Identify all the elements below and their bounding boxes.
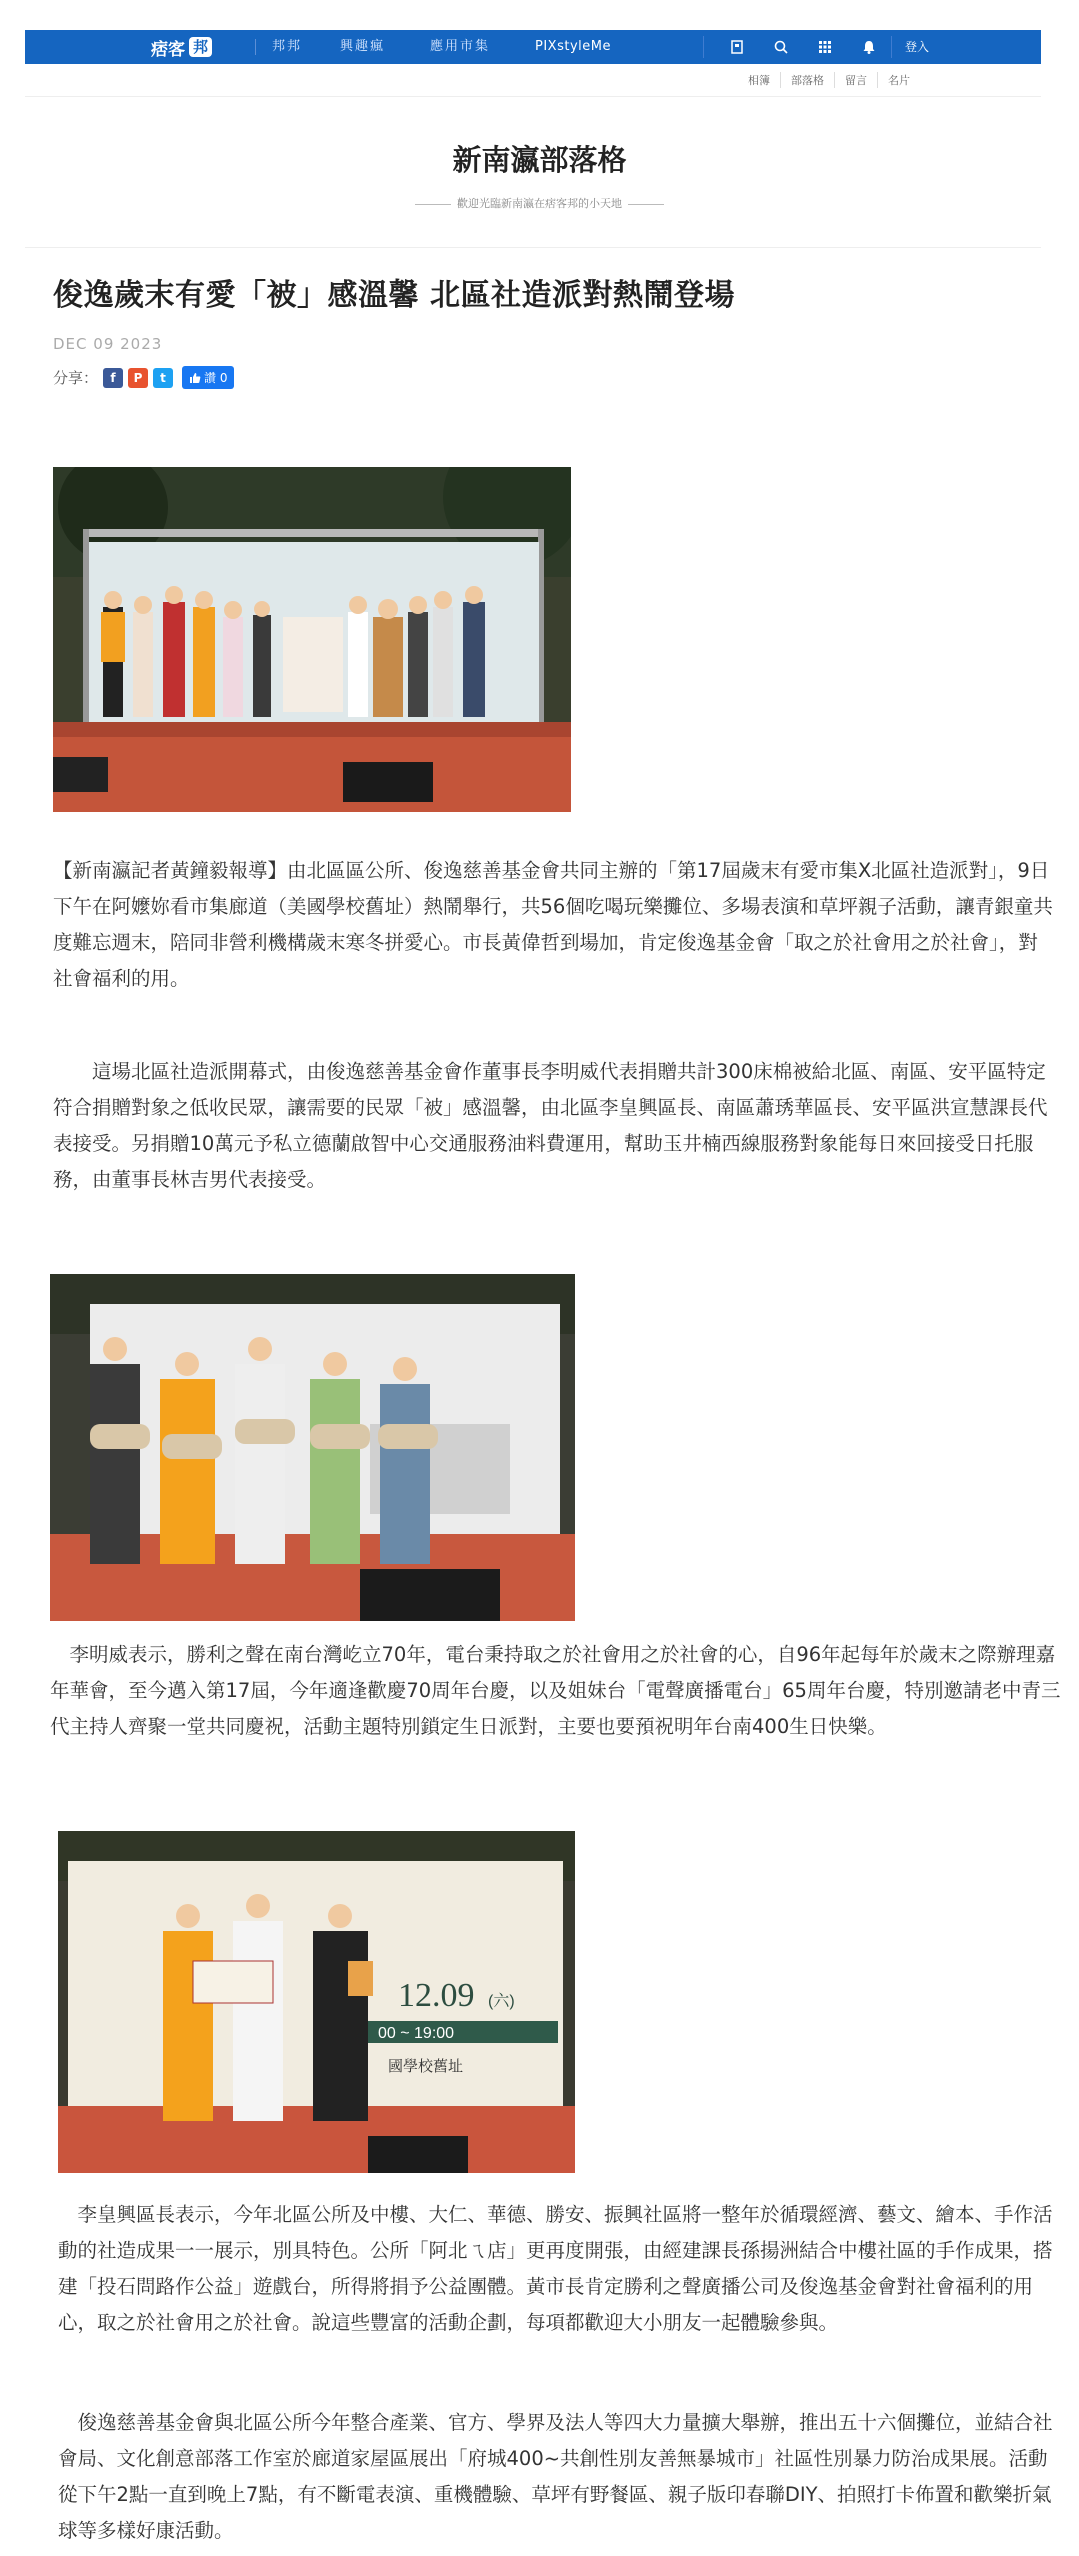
- blog-sub-links: [738, 72, 920, 88]
- divider: [25, 96, 1041, 97]
- top-nav-bar: [25, 30, 1041, 64]
- nav-link-pixstyleme[interactable]: PIXstyleMe: [535, 39, 611, 54]
- article-paragraph: 【新南瀛記者黃鐘毅報導】由北區區公所、俊逸慈善基金會共同主辦的「第17屆歲末有愛市集X北區社造派對」，9日下午在阿嬤妳看市集廊道（美國學校舊址）熱鬧舉行，共56個吃喝玩樂攤位、多場表演和草坪親子活動，讓青銀童共度難忘週末，陪同非營利機構歲末寒冬拼愛心。市長黃偉哲到場加，肯定俊逸基金會「取之於社會用之於社會」，對社會福利的用。: [53, 859, 1053, 990]
- search-icon[interactable]: [759, 30, 803, 64]
- nav-separator: [891, 36, 892, 58]
- nav-link-app-market[interactable]: 應用市集: [430, 39, 491, 54]
- event-photo-stage-group: [53, 467, 571, 812]
- facebook-share-icon[interactable]: f: [103, 368, 123, 388]
- banner-time-text: 00 ~ 19:00: [378, 2025, 455, 2042]
- event-photo-check-presentation: [58, 1831, 575, 2173]
- banner-date-text: 12.09: [398, 1977, 475, 2014]
- banner-venue-text: 國學校舊址: [388, 2058, 464, 2075]
- nav-separator: [703, 36, 704, 58]
- article-paragraph: 俊逸慈善基金會與北區公所今年整合產業、官方、學界及法人等四大力量擴大舉辦，推出五十六個攤位，並結合社會局、文化創意部落工作室於廊道家屋區展出「府城400~共創性別友善無暴城市」社區性別暴力防治成果展。活動從下午2點一直到晚上7點，有不斷電表演、重機體驗、草坪有野餐區、親子版印春聯DIY、拍照打卡佈置和歡樂折氣球等多樣好康活動。: [58, 2411, 1053, 2542]
- link-blog[interactable]: 部落格: [780, 72, 834, 88]
- nav-link-bangbang[interactable]: 邦邦: [272, 39, 303, 54]
- link-profile-card[interactable]: 名片: [877, 72, 920, 88]
- article-paragraph: 李皇興區長表示，今年北區公所及中樓、大仁、華德、勝安、振興社區將一整年於循環經濟、藝文、繪本、手作活動的社造成果一一展示，別具特色。公所「阿北ㄟ店」更再度開張，由經建課長孫揚洲結合中樓社區的手作成果，搭建「投石問路作公益」遊戲台，所得將捐予公益團體。黃市長肯定勝利之聲廣播公司及俊逸基金會對社會福利的用心，取之於社會用之於社會。說這些豐富的活動企劃，每項都歡迎大小朋友一起體驗參與。: [58, 2203, 1053, 2334]
- login-button[interactable]: 登入: [905, 40, 930, 54]
- nav-divider: [255, 39, 256, 55]
- divider: [25, 247, 1041, 248]
- nav-link-interests[interactable]: 興趣瘋: [340, 39, 386, 54]
- facebook-like-button[interactable]: [182, 366, 234, 389]
- event-photo-blanket-donation: [50, 1274, 575, 1621]
- link-albums[interactable]: 相簿: [748, 74, 770, 87]
- blog-subtitle-text: 歡迎光臨新南瀛在痞客邦的小天地: [457, 197, 622, 210]
- share-label: 分享：: [53, 369, 99, 387]
- apps-grid-icon[interactable]: [803, 30, 847, 64]
- post-title[interactable]: 俊逸歲末有愛「被」感溫馨 北區社造派對熱鬧登場: [53, 278, 735, 313]
- plurk-share-icon[interactable]: P: [128, 368, 148, 388]
- blog-subtitle: [0, 195, 1079, 211]
- link-guestbook[interactable]: 留言: [834, 72, 877, 88]
- article-paragraph: 李明威表示，勝利之聲在南台灣屹立70年，電台秉持取之於社會用之於社會的心，自96年起每年於歲末之際辦理嘉年華會，至今邁入第17屆，今年適逢歡慶70周年台慶，以及姐妹台「電聲廣播電台」65周年台慶，特別邀請老中青三代主持人齊聚一堂共同慶祝，活動主題特別鎖定生日派對，主要也要預祝明年台南400生日快樂。: [50, 1643, 1061, 1738]
- share-bar: [53, 366, 234, 389]
- bookmark-icon[interactable]: [715, 30, 759, 64]
- logo-box: 邦: [189, 37, 212, 57]
- article-paragraph: 這場北區社造派開幕式，由俊逸慈善基金會作董事長李明威代表捐贈共計300床棉被給北區、南區、安平區特定符合捐贈對象之低收民眾，讓需要的民眾「被」感溫馨，由北區李皇興區長、南區蕭琇華區長、安平區洪宣慧課長代表接受。另捐贈10萬元予私立德蘭啟智中心交通服務油料費運用，幫助玉井楠西線服務對象能每日來回接受日托服務，由董事長林吉男代表接受。: [53, 1060, 1048, 1191]
- twitter-share-icon[interactable]: t: [153, 368, 173, 388]
- blog-title[interactable]: 新南瀛部落格: [452, 143, 627, 177]
- post-date: DEC 09 2023: [53, 335, 163, 353]
- banner-weekday-text: (六): [488, 1993, 515, 2010]
- thumbs-up-icon: [189, 372, 201, 384]
- logo-text: 痞客: [151, 39, 185, 60]
- pixnet-logo[interactable]: [151, 34, 212, 60]
- bell-icon[interactable]: [847, 30, 891, 64]
- subtitle-rule: [628, 204, 664, 205]
- subtitle-rule: [415, 204, 451, 205]
- like-count: 讚 0: [204, 371, 228, 385]
- top-icon-group: [715, 30, 891, 64]
